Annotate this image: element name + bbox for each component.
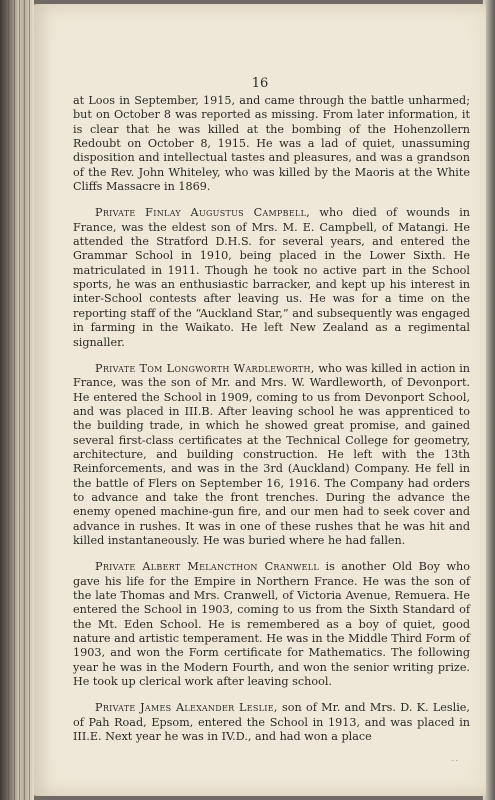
page-edge-line xyxy=(29,0,30,800)
obituary-entry xyxy=(73,206,470,349)
obituary-entry xyxy=(73,560,470,689)
obituary-entry xyxy=(73,701,470,744)
footer-mark: · · xyxy=(452,758,458,765)
entry-name: Private James Alexander Leslie, xyxy=(95,701,278,715)
entry-text: who died of wounds in France, was the eldest son of Mrs. M. E. Campbell, of Matangi. He attended the Stratford D.H.S. for several years, and entered the Grammar School in 1910, being placed in the Lower Sixth. He matriculated in 1911. Though he took no active part in the School sports, he was an enthusiastic barracker, and kept up his interest in inter-School contests after leaving us. He was for a time on the reporting staff of the “Auckland Star,” and subsequently was engaged in farming in the Waikato. He left New Zealand as a regimental signaller. xyxy=(73,206,470,349)
page-body xyxy=(73,94,470,756)
entry-text: is another Old Boy who gave his life for the Empire in Northern France. He was the son of the late Thomas and Mrs. Cranwell, of Victoria Avenue, Remuera. He entered the School in 1903, coming to us from the Sixth Standard of the Mt. Eden School. He is remembered as a boy of quiet, good nature and artistic temperament. He was in the Middle Third Form of 1903, and won the Form certificate for Mathematics. The following year he was in the Modern Fourth, and won the senior writing prize. He took up clerical work after leaving school. xyxy=(73,560,470,689)
entry-text: son of Mr. and Mrs. D. K. Leslie, of Pah Road, Epsom, entered the School in 1913, and was placed in III.E. Next year he was in IV.D., and had won a place xyxy=(73,701,470,744)
page-edge-line xyxy=(14,0,15,800)
page-edge-line xyxy=(8,0,9,800)
page-edge-line xyxy=(19,0,20,800)
page-edge-line xyxy=(24,0,25,800)
obituary-entry xyxy=(73,362,470,548)
entry-name: Private Albert Melancthon Cranwell xyxy=(95,560,320,574)
entry-text: who was killed in action in France, was the son of Mr. and Mrs. W. Wardleworth, of Devonport. He entered the School in 1909, coming to us from Devonport School, and was placed in III.B. After leaving school he was apprenticed to the building trade, in which he showed great promise, and gained several first-class certificates at the Technical College for geometry, architecture, and building construction. He left with the 13th Reinforcements, and was in the 3rd (Auckland) Company. He fell in the battle of Flers on September 16, 1916. The Company had orders to advance and take the front trenches. During the advance the enemy opened machine-gun fire, and our men had to seek cover and advance in rushes. It was in one of these rushes that he was hit and killed instantaneously. He was buried where he had fallen. xyxy=(73,361,471,547)
page-number: 16 xyxy=(251,76,269,91)
entry-name: Private Tom Longworth Wardleworth, xyxy=(95,361,315,375)
continuation-paragraph: at Loos in September, 1915, and came through the battle unharmed; but on October 8 was reported as missing. From later information, it is clear that he was killed at the bombing of the Hohenzollern Redoubt on October 8, 1915. He was a lad of quiet, unassuming disposition and intellectual tastes and pleasures, and was a grandson of the Rev. John Whiteley, who was killed by the Maoris at the White Cliffs Massacre in 1869. xyxy=(73,94,470,194)
entry-name: Private Finlay Augustus Campbell, xyxy=(95,206,311,220)
